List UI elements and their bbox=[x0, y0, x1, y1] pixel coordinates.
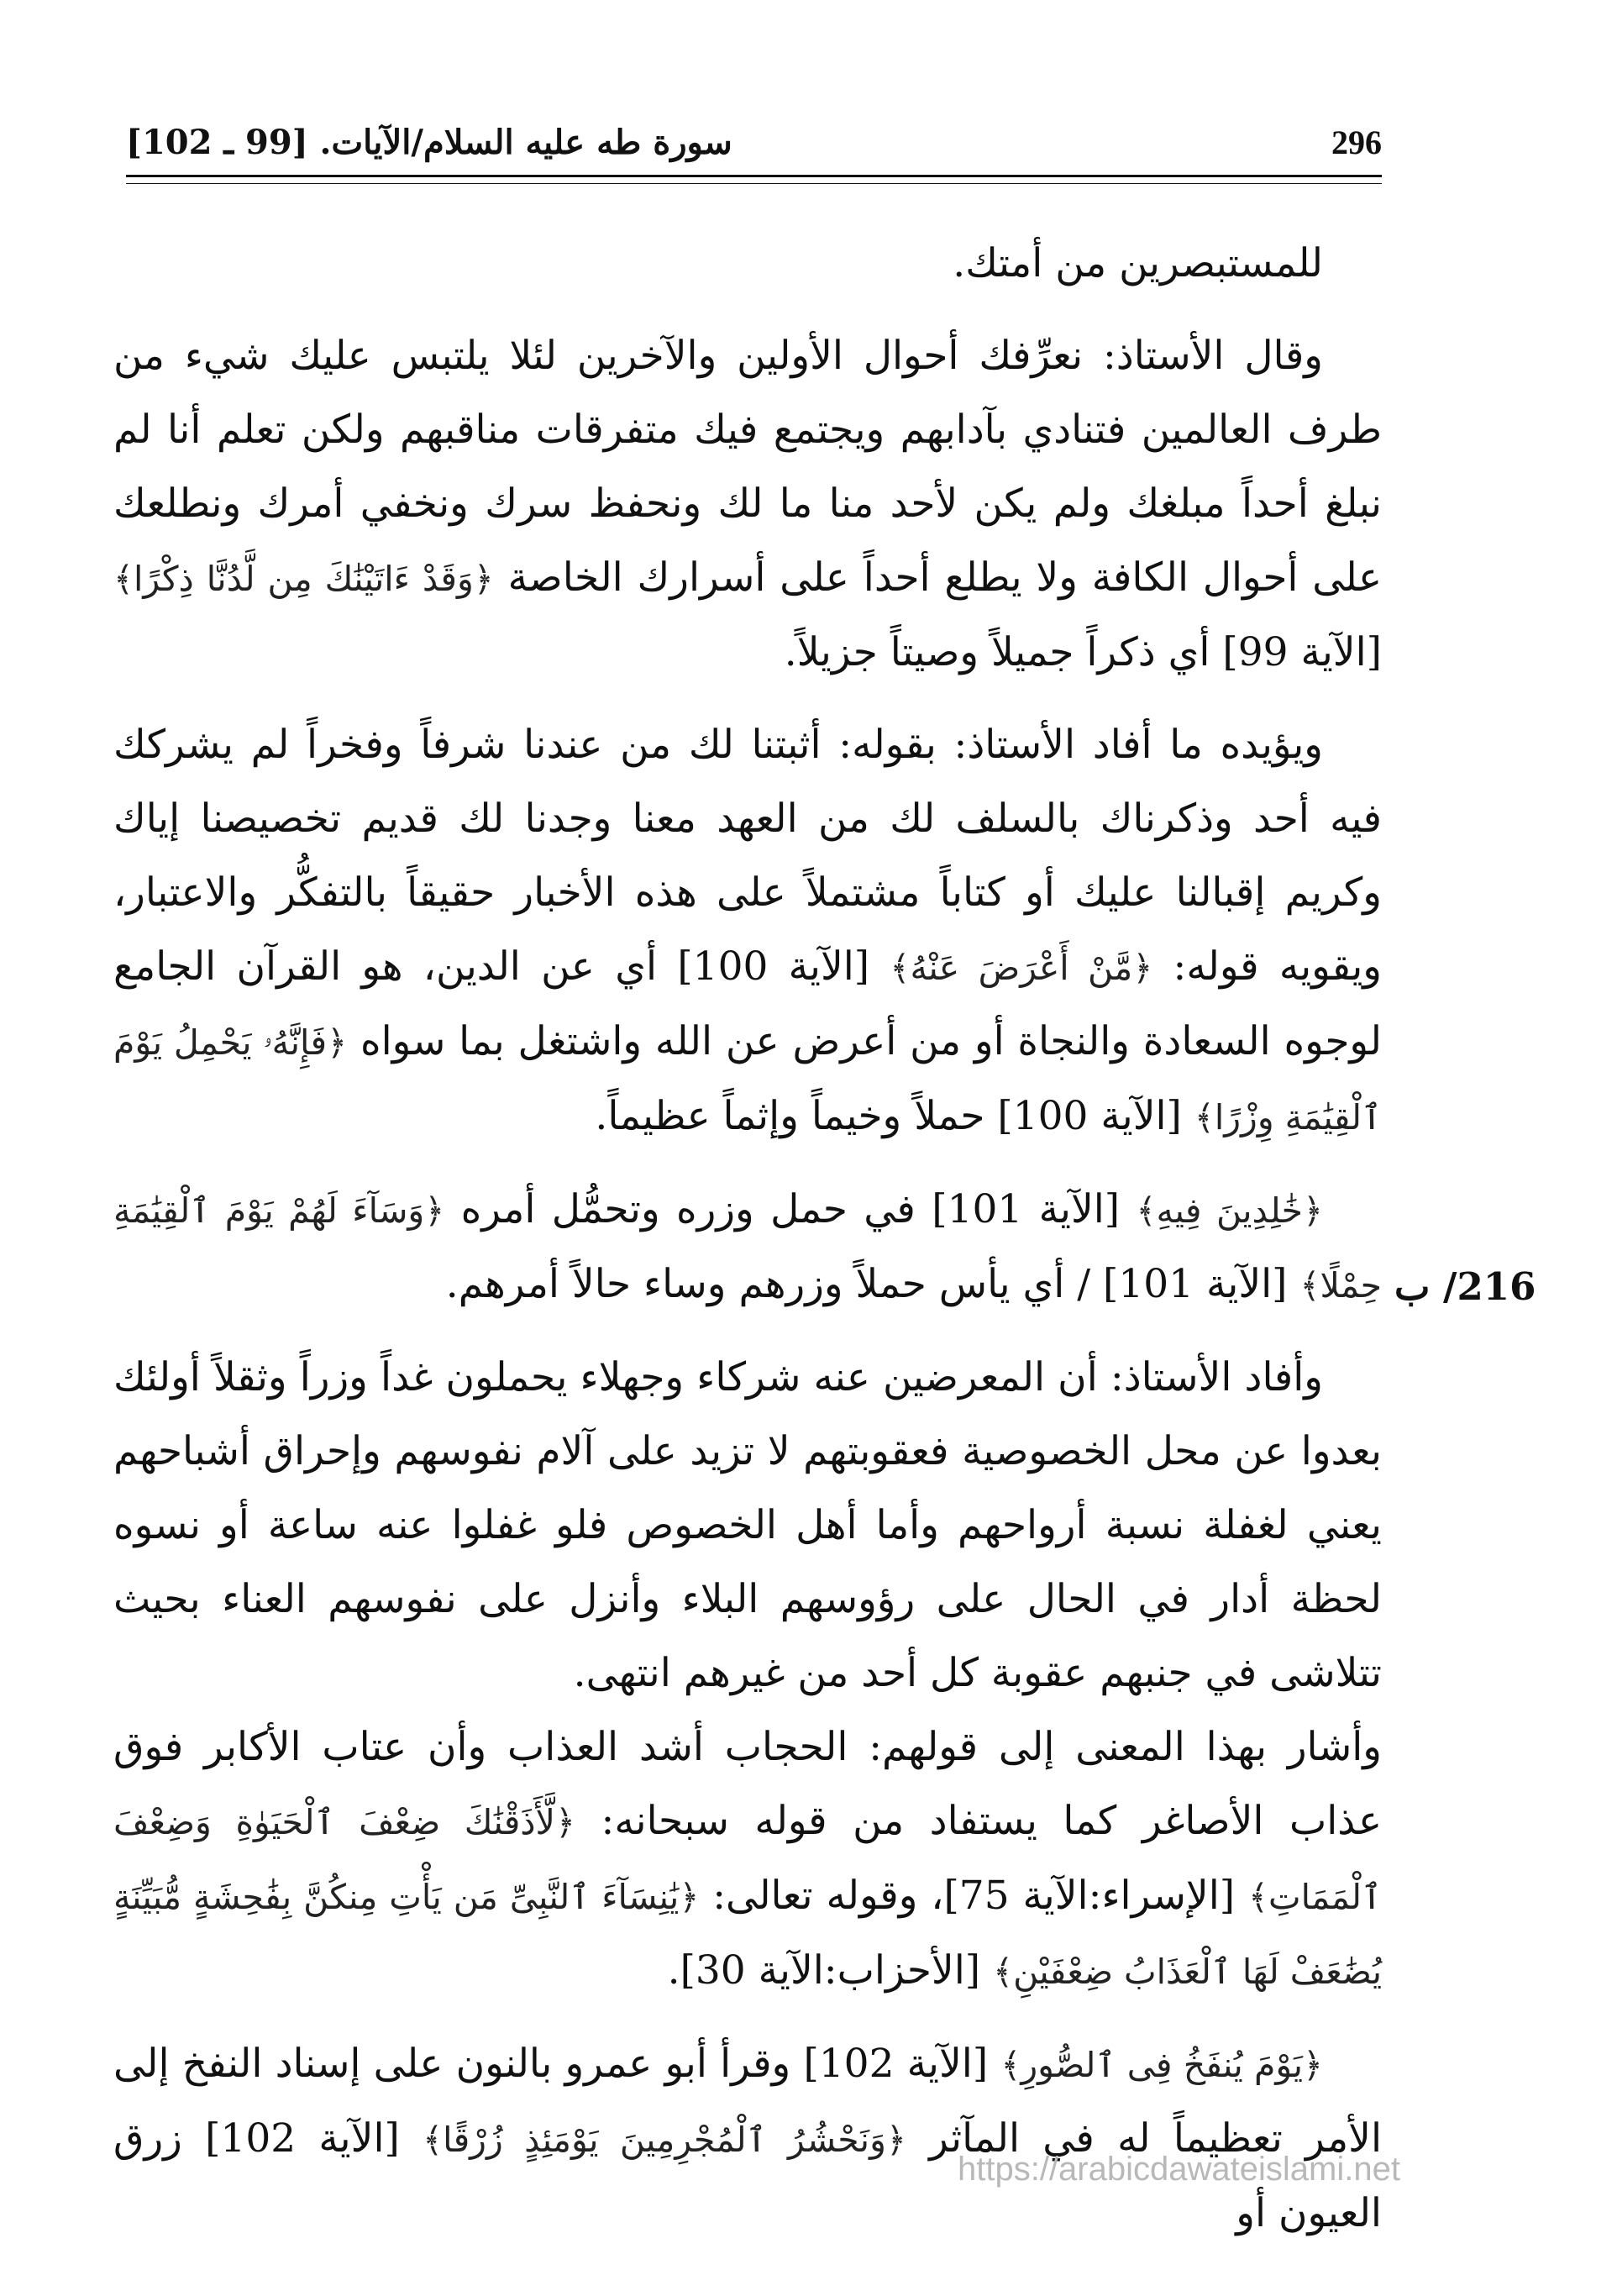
quran-verse: ﴿وَنَحْشُرُ ٱلْمُجْرِمِينَ يَوْمَئِذٍ زُرْقًا﴾ bbox=[423, 2120, 906, 2160]
text-segment: [الإسراء:الآية 75]، وقوله تعالى: bbox=[699, 1873, 1248, 1919]
text-segment: [الآية 102] زرق العيون أو bbox=[113, 2115, 1382, 2236]
text-segment: للمستبصرين من أمتك. bbox=[953, 240, 1323, 286]
quran-verse: ﴿لَّأَذَقْنَٰكَ ضِعْفَ ٱلْحَيَوٰةِ وَضِعْفَ ٱلْمَمَاتِ﴾ bbox=[113, 1802, 1383, 1917]
quran-verse: ﴿وَقَدْ ءَاتَيْنَٰكَ مِن لَّدُنَّا ذِكْرًا﴾ bbox=[113, 559, 494, 599]
quran-verse: ﴿يَٰنِسَآءَ ٱلنَّبِىِّ مَن يَأْتِ مِنكُنَّ بِفَٰحِشَةٍ مُّبَيِّنَةٍ يُضَٰعَفْ لَهَا ٱلْعَذَابُ ضِعْفَيْنِ﴾ bbox=[113, 1877, 1382, 1992]
text-segment: وقال الأستاذ: نعرِّفك أحوال الأولين والآخرين لئلا يلتبس عليك شيء من طرف العالمين فتنادي بآدابهم ويجتمع فيك متفرقات مناقبهم ولكن تعلم أنا لم نبلغ أحداً مبلغك ولم يكن لأحد منا ما لك ونحفظ سرك ونخفي أمرك ونطلعك على أحوال الكافة ولا يطلع أحداً على أسرارك الخاصة bbox=[113, 333, 1383, 601]
quran-verse: ﴿وَسَآءَ لَهُمْ يَوْمَ ٱلْقِيَٰمَةِ حِمْلًا﴾ bbox=[113, 1190, 1382, 1306]
text-segment: ويؤيده ما أفاد الأستاذ: بقوله: أثبتنا لك من عندنا شرفاً وفخراً لم يشركك فيه أحد وذكرناك بالسلف لك من العهد معنا وجدنا لك قديم تخصيصنا إياك وكريم إقبالنا عليك أو كتاباً مشتملاً على هذه الأخبار حقيقاً بالتفكُّر والاعتبار، ويقويه قوله: bbox=[113, 722, 1382, 990]
text-segment: وأشار بهذا المعنى إلى قولهم: الحجاب أشد العذاب وأن عتاب الأكابر فوق عذاب الأصاغر كما يستفاد من قوله سبحانه: bbox=[113, 1724, 1383, 1844]
text-segment: [الآية 101] في حمل وزره وتحمُّل أمره bbox=[444, 1186, 1137, 1232]
paragraph bbox=[113, 227, 1382, 301]
paragraph bbox=[113, 319, 1382, 690]
quran-verse: ﴿يَوْمَ يُنفَخُ فِى ٱلصُّورِ﴾ bbox=[1000, 2045, 1323, 2085]
quran-verse: ﴿مَّنْ أَعْرَضَ عَنْهُ﴾ bbox=[890, 948, 1153, 988]
quran-verse: ﴿فَإِنَّهُۥ يَحْمِلُ يَوْمَ ٱلْقِيَٰمَةِ وِزْرًا﴾ bbox=[113, 1022, 1382, 1137]
text-segment: [الأحزاب:الآية 30]. bbox=[667, 1947, 994, 1994]
page-number: 296 bbox=[1331, 123, 1382, 161]
body-text bbox=[113, 227, 1382, 2269]
running-title: سورة طه عليه السلام/الآيات. [99 ـ 102] bbox=[126, 123, 732, 162]
quran-verse: ﴿خَٰلِدِينَ فِيهِ﴾ bbox=[1136, 1190, 1324, 1231]
text-segment: وأفاد الأستاذ: أن المعرضين عنه شركاء وجهلاء يحملون غداً وزراً وثقلاً أولئك بعدوا عن محل الخصوصية فعقوبتهم لا تزيد على آلام نفوسهم وإحراق أشباحهم يعني لغفلة نسبة أرواحهم وأما أهل الخصوص فلو غفلوا عنه ساعة أو نسوه لحظة أدار في الحال على رؤوسهم البلاء وأنزل على نفوسهم العناء بحيث تتلاشى في جنبهم عقوبة كل أحد من غيرهم انتهى. bbox=[113, 1354, 1382, 1696]
header-rule-thin bbox=[126, 183, 1382, 184]
text-segment: [الآية 100] حملاً وخيماً وإثماً عظيماً. bbox=[595, 1093, 1194, 1139]
source-watermark: https://arabicdawateislami.net bbox=[958, 2151, 1400, 2188]
text-segment: [الآية 100] أي عن الدين، هو القرآن الجامع لوجوه السعادة والنجاة أو من أعرض عن الله واشتغل بما سواه bbox=[113, 943, 1382, 1064]
paragraph bbox=[113, 2027, 1382, 2251]
paragraph bbox=[113, 1341, 1382, 1710]
paragraph bbox=[113, 1710, 1382, 2009]
header-rule-thick bbox=[126, 175, 1382, 177]
paragraph bbox=[113, 708, 1382, 1154]
text-segment: [الآية 99] أي ذكراً جميلاً وصيتاً جزيلاً. bbox=[784, 629, 1382, 675]
manuscript-folio-marker: 216/ ب bbox=[1394, 1264, 1536, 1309]
running-header bbox=[126, 118, 1382, 168]
paragraph bbox=[113, 1173, 1382, 1322]
text-segment: [الآية 102] وقرأ أبو عمرو بالنون على إسناد النفخ إلى الأمر تعظيماً له في المآثر bbox=[113, 2041, 1382, 2162]
text-segment: [الآية 101] / أي يأس حملاً وزرهم وساء حالاً أمرهم. bbox=[445, 1261, 1300, 1307]
